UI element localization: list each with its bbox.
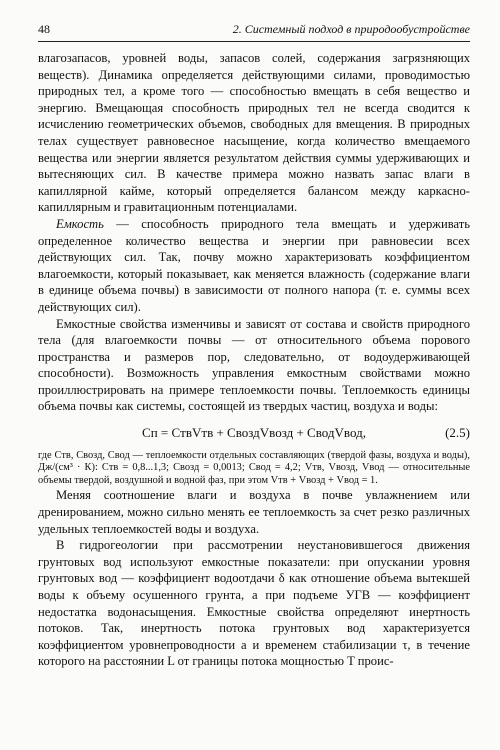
equation-number: (2.5) (445, 425, 470, 441)
body-text (38, 50, 470, 670)
paragraph-3: Емкостные свойства изменчивы и зависят от состава и свойств природного тела (для влагоемкости почвы — от относительного объема порового пространства и размеров пор, следовательно, от водоудерживающей способности). Возможность управления емкостным свойствами можно проиллюстрировать на примере теплоемкости почвы. Теплоемкость единицы объема почвы как системы, состоящей из твердых частиц, воздуха и воды: (38, 316, 470, 414)
header-divider (38, 41, 470, 42)
running-title: 2. Системный подход в природообустройстве (232, 22, 470, 36)
page-number: 48 (38, 22, 50, 36)
paragraph-2-text: — способность природного тела вмещать и удерживать определенное количество вещества и энергии при равновесии всех действующих сил. Так, почву можно характеризовать коэффициентом влагоемкости, который показывает, как меняется влажность (содержание влаги в единице объема почвы) в зависимости от полного напора (т. е. суммы всех действующих сил). (38, 216, 470, 314)
equation-legend: где Cтв, Cвозд, Cвод — теплоемкости отдельных составляющих (твердой фазы, воздуха и воды), Дж/(см³ · К): Cтв = 0,8...1,3; Cвозд = 0,0013; Cвод = 4,2; Vтв, Vвозд, Vвод — относительные объемы твердой, воздушной и водной фаз, при этом Vтв + Vвозд + Vвод = 1. (38, 449, 470, 486)
equation-2-5 (38, 425, 470, 442)
paragraph-5: В гидрогеологии при рассмотрении неустановившегося движения грунтовых вод используют емкостные показатели: при опускании уровня грунтовых вод — коэффициент водоотдачи δ как отношение объема вытекшей воды к объему осушенного грунта, а при подъеме УГВ — коэффициент недостатка водонасыщения. Емкостные свойства определяют инертность потоков. Так, инертность потока грунтовых вод характеризуется коэффициентом уровнепроводности a и временем стабилизации τ, в течение которого на расстоянии L от границы потока мощностью T проис- (38, 538, 470, 669)
page-header (38, 22, 470, 42)
equation-formula: Cп = CтвVтв + CвоздVвозд + CводVвод, (142, 425, 366, 441)
paragraph-4: Меняя соотношение влаги и воздуха в почве увлажнением или дренированием, можно сильно менять ее теплоемкость за счет резко различных удельных теплоемкостей воды и воздуха. (38, 488, 470, 536)
term-emkost: Емкость (56, 216, 104, 231)
paragraph-2 (38, 216, 470, 316)
paragraph-1: влагозапасов, уровней воды, запасов солей, содержания загрязняющих веществ). Динамика определяется действующими силами, проводимостью природных тел, а кроме того — способностью вмещать в себя вещество и энергию. Вмещающая способность природных тел не всегда сводится к исчислению геометрических объемов, свободных для вмещения. В природных телах существует равновесное насыщение, когда количество вмещаемого вещества или энергии является результатом действия суммы удерживающих и вытесняющих сил. В качестве примера можно назвать запас влаги в капиллярной кайме, который определяется балансом между каркасно-капиллярным и гравитационным потенциалами. (38, 51, 470, 215)
